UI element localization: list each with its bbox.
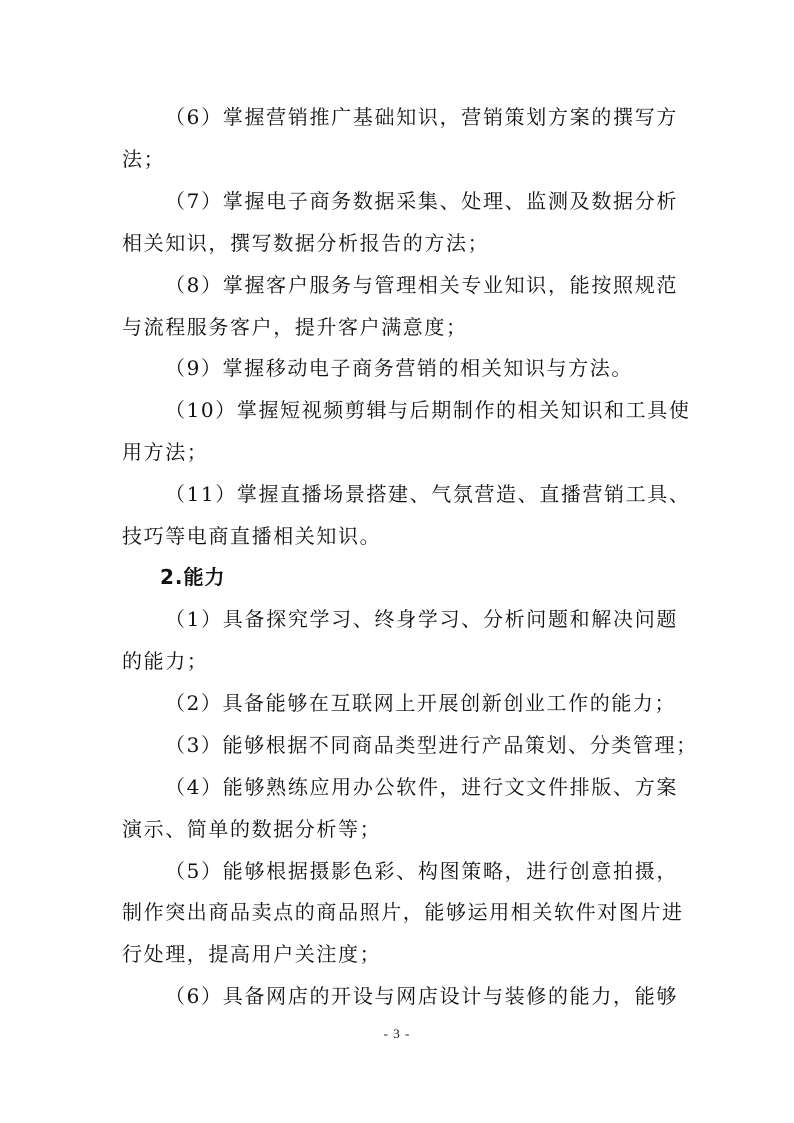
knowledge-item-7-line-1: （7）掌握电子商务数据采集、处理、监测及数据分析 — [165, 189, 678, 213]
ability-item-1-line-2: 的能力； — [122, 649, 209, 673]
knowledge-item-11-line-2: 技巧等电商直播相关知识。 — [122, 524, 382, 548]
knowledge-item-10-line-2: 用方法； — [122, 440, 209, 464]
ability-item-4-line-2: 演示、简单的数据分析等； — [122, 817, 382, 841]
knowledge-item-8-line-1: （8）掌握客户服务与管理相关专业知识，能按照规范 — [165, 273, 678, 297]
section-heading-ability: 2.能力 — [160, 565, 226, 589]
ability-item-5-line-1: （5）能够根据摄影色彩、构图策略，进行创意拍摄， — [165, 859, 678, 883]
knowledge-item-6-line-1: （6）掌握营销推广基础知识，营销策划方案的撰写方 — [165, 105, 678, 129]
ability-item-6-line-1: （6）具备网店的开设与网店设计与装修的能力，能够 — [165, 984, 678, 1008]
knowledge-item-8-line-2: 与流程服务客户，提升客户满意度； — [122, 315, 468, 339]
knowledge-item-6-line-2: 法； — [122, 147, 166, 171]
ability-item-5-line-3: 行处理，提高用户关注度； — [122, 942, 382, 966]
knowledge-item-11-line-1: （11）掌握直播场景搭建、气氛营造、直播营销工具、 — [165, 482, 691, 506]
ability-item-4-line-1: （4）能够熟练应用办公软件，进行文文件排版、方案 — [165, 775, 678, 799]
ability-item-5-line-2: 制作突出商品卖点的商品照片，能够运用相关软件对图片进 — [122, 900, 684, 924]
ability-item-2-line-1: （2）具备能够在互联网上开展创新创业工作的能力； — [165, 691, 677, 715]
knowledge-item-7-line-2: 相关知识，撰写数据分析报告的方法； — [122, 231, 490, 255]
page-number: - 3 - — [383, 1026, 411, 1041]
knowledge-item-9-line-1: （9）掌握移动电子商务营销的相关知识与方法。 — [165, 356, 633, 380]
ability-item-1-line-1: （1）具备探究学习、终身学习、分析问题和解决问题 — [165, 607, 678, 631]
knowledge-item-10-line-1: （10）掌握短视频剪辑与后期制作的相关知识和工具使 — [165, 398, 691, 422]
ability-item-3-line-1: （3）能够根据不同商品类型进行产品策划、分类管理； — [165, 733, 698, 757]
